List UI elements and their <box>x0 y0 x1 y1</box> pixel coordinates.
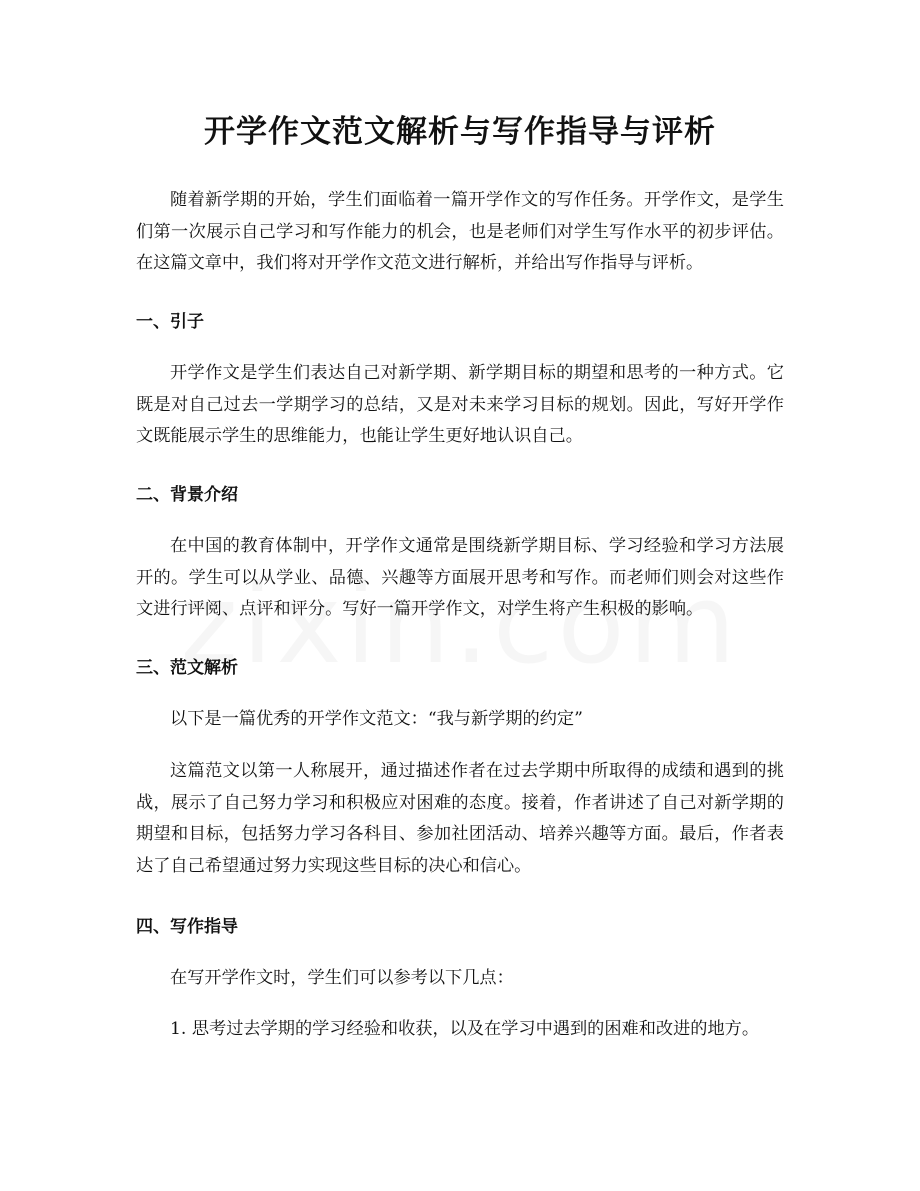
section-heading-background: 二、背景介绍 <box>136 485 238 505</box>
page-title: 开学作文范文解析与写作指导与评析 <box>204 114 716 150</box>
guidance-list-item-1: 1. 思考过去学期的学习经验和收获，以及在学习中遇到的困难和改进的地方。 <box>170 1019 760 1039</box>
section-guidance-paragraph: 在写开学作文时，学生们可以参考以下几点： <box>170 968 514 988</box>
intro-paragraph: 随着新学期的开始，学生们面临着一篇开学作文的写作任务。开学作文，是学生们第一次展示自己学习和写作能力的机会，也是老师们对学生写作水平的初步评估。在这篇文章中，我们将对开学作文范文进行解析，并给出写作指导与评析。 <box>136 190 784 273</box>
section-intro-paragraph: 开学作文是学生们表达自己对新学期、新学期目标的期望和思考的一种方式。它既是对自己过去一学期学习的总结，又是对未来学习目标的规划。因此，写好开学作文既能展示学生的思维能力，也能让学生更好地认识自己。 <box>136 363 784 446</box>
section-heading-analysis: 三、范文解析 <box>136 658 238 678</box>
section-analysis-paragraph-1: 以下是一篇优秀的开学作文范文：“我与新学期的约定” <box>170 709 583 729</box>
section-background-paragraph: 在中国的教育体制中，开学作文通常是围绕新学期目标、学习经验和学习方法展开的。学生可以从学业、品德、兴趣等方面展开思考和写作。而老师们则会对这些作文进行评阅、点评和评分。写好一篇开学作文，对学生将产生积极的影响。 <box>136 536 784 619</box>
section-heading-guidance: 四、写作指导 <box>136 917 238 937</box>
section-analysis-paragraph-2: 这篇范文以第一人称展开，通过描述作者在过去学期中所取得的成绩和遇到的挑战，展示了自己努力学习和积极应对困难的态度。接着，作者讲述了自己对新学期的期望和目标，包括努力学习各科目、参加社团活动、培养兴趣等方面。最后，作者表达了自己希望通过努力实现这些目标的决心和信心。 <box>136 761 784 876</box>
section-heading-intro: 一、引子 <box>136 312 204 332</box>
